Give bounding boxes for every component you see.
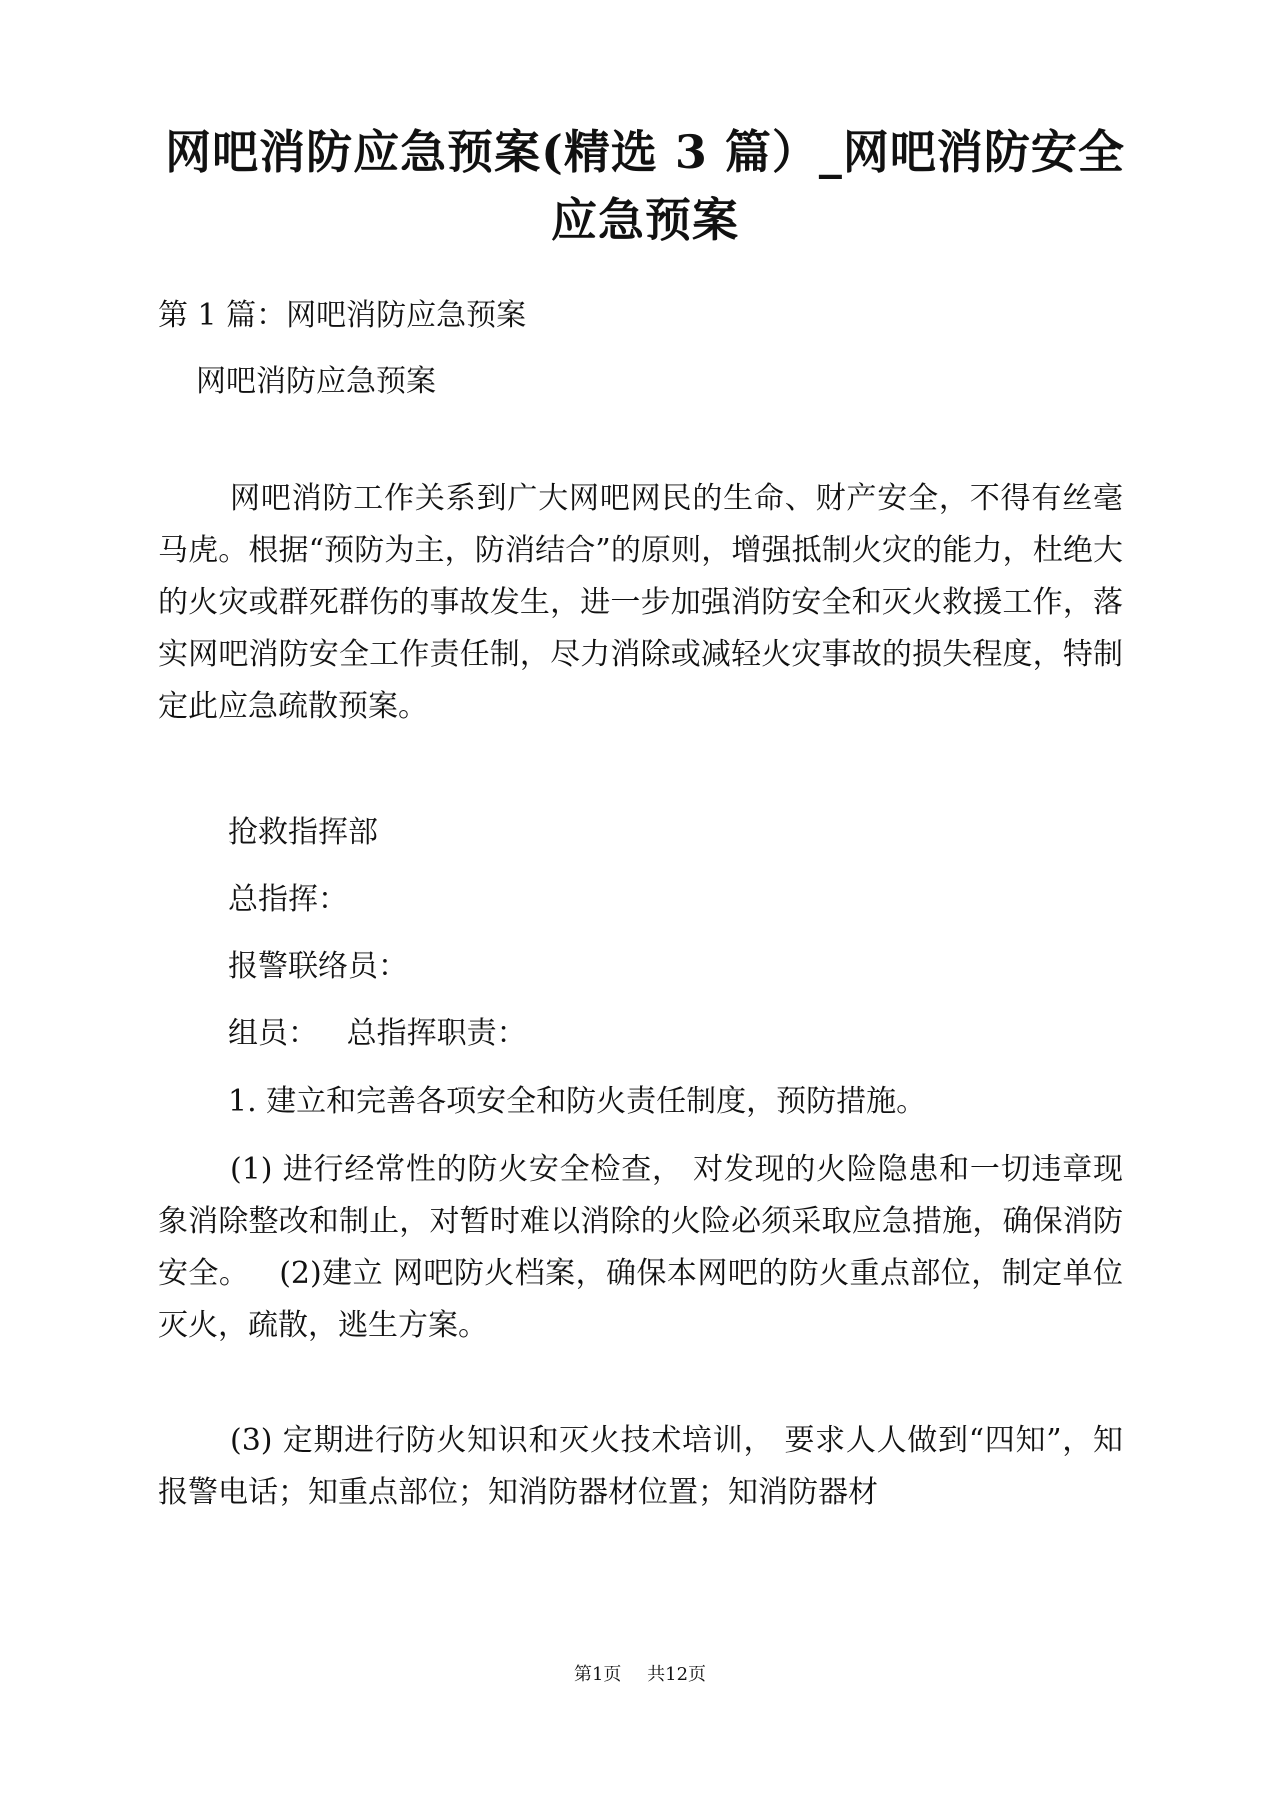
- chief-commander-line: 总指挥：: [228, 882, 348, 917]
- page-number-current: 第1页: [573, 1664, 622, 1685]
- members-line: 组员： 总指挥职责：: [228, 1016, 527, 1051]
- item-3-paragraph: (3) 定期进行防火知识和灭火技术培训， 要求人人做到“四知”，知报警电话；知重点部位；知消防器材位置；知消防器材: [158, 1423, 1123, 1510]
- item-1-paragraph: (1) 进行经常性的防火安全检查， 对发现的火险隐患和一切违章现象消除整改和制止，对暂时难以消除的火险必须采取应急措施，确保消防安全。 (2)建立 网吧防火档案，确保本网吧的防火重点部位，制定单位灭火，疏散，逃生方案。: [158, 1152, 1123, 1343]
- section-heading: 第 1 篇：网吧消防应急预案: [158, 298, 527, 333]
- page-number-total: 共12页: [647, 1664, 707, 1685]
- page-footer: [0, 1663, 1280, 1687]
- document-title: 网吧消防应急预案(精选 3 篇）_网吧消防安全应急预案: [165, 125, 1125, 247]
- subtitle: 网吧消防应急预案: [196, 364, 436, 399]
- command-center-heading: 抢救指挥部: [228, 815, 378, 850]
- item-1-heading: 1. 建立和完善各项安全和防火责任制度，预防措施。: [228, 1084, 927, 1119]
- intro-paragraph: 网吧消防工作关系到广大网吧网民的生命、财产安全，不得有丝毫马虎。根据“预防为主，防消结合”的原则，增强抵制火灾的能力，杜绝大的火灾或群死群伤的事故发生，进一步加强消防安全和灭火救援工作，落实网吧消防安全工作责任制，尽力消除或减轻火灾事故的损失程度，特制定此应急疏散预案。: [158, 481, 1123, 724]
- alarm-liaison-line: 报警联络员：: [228, 949, 408, 984]
